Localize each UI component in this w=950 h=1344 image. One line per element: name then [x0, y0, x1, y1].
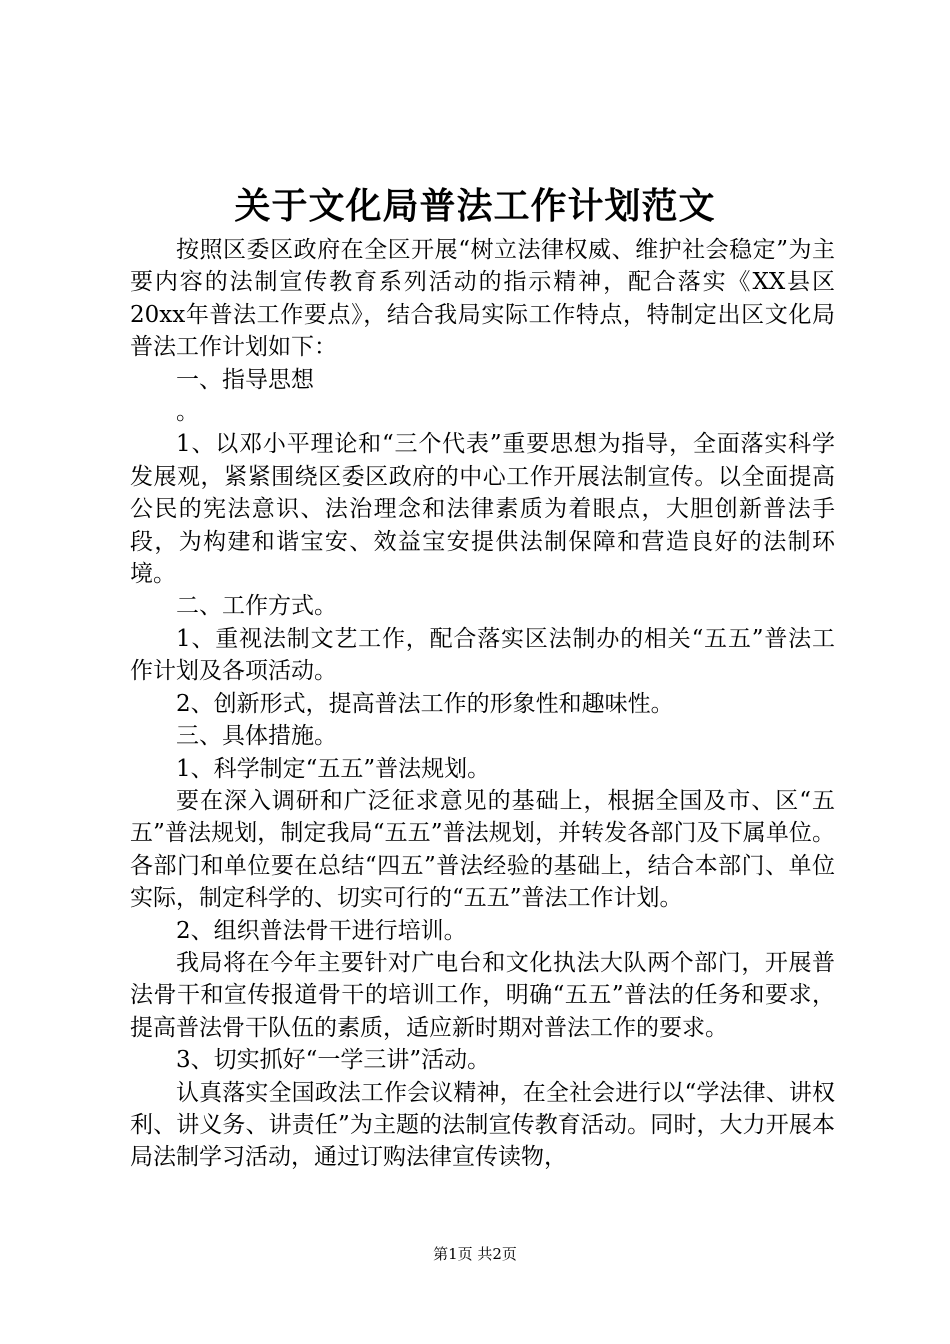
- subsection-heading: 3、切实抓好“一学三讲”活动。: [176, 1047, 491, 1074]
- paragraph: 2、创新形式，提高普法工作的形象性和趣味性。: [176, 690, 674, 717]
- paragraph: 要在深入调研和广泛征求意见的基础上，根据全国及市、区“五五”普法规划，制定我局“五五”普法规划，并转发各部门及下属单位。各部门和单位要在总结“四五”普法经验的基础上，结合本部门、单位实际，制定科学的、切实可行的“五五”普法工作计划。: [130, 787, 835, 912]
- paragraph: 。: [176, 399, 199, 426]
- paragraph: 认真落实全国政法工作会议精神，在全社会进行以“学法律、讲权利、讲义务、讲责任”为主题的法制宣传教育活动。同时，大力开展本局法制学习活动，通过订购法律宣传读物，: [130, 1079, 835, 1171]
- document-title: 关于文化局普法工作计划范文: [234, 185, 716, 227]
- paragraph: 1、以邓小平理论和“三个代表”重要思想为指导，全面落实科学发展观，紧紧围绕区委区政府的中心工作开展法制宣传。以全面提高公民的宪法意识、法治理念和法律素质为着眼点，大胆创新普法手段，为构建和谐宝安、效益宝安提供法制保障和营造良好的法制环境。: [130, 431, 835, 588]
- section-heading: 三、具体措施。: [176, 723, 337, 750]
- document-body: [130, 234, 835, 1174]
- paragraph: 我局将在今年主要针对广电台和文化执法大队两个部门，开展普法骨干和宣传报道骨干的培训工作，明确“五五”普法的任务和要求，提高普法骨干队伍的素质，适应新时期对普法工作的要求。: [130, 949, 835, 1041]
- page-footer: 第1页 共2页: [433, 1245, 517, 1263]
- subsection-heading: 1、科学制定“五五”普法规划。: [176, 755, 491, 782]
- paragraph: 按照区委区政府在全区开展“树立法律权威、维护社会稳定”为主要内容的法制宣传教育系列活动的指示精神，配合落实《XX县区20xx年普法工作要点》，结合我局实际工作特点，特制定出区文化局普法工作计划如下：: [130, 237, 835, 361]
- section-heading: 一、指导思想: [176, 366, 314, 393]
- subsection-heading: 2、组织普法骨干进行培训。: [176, 917, 467, 944]
- paragraph: 1、重视法制文艺工作，配合落实区法制办的相关“五五”普法工作计划及各项活动。: [130, 625, 835, 685]
- section-heading: 二、工作方式。: [176, 593, 337, 620]
